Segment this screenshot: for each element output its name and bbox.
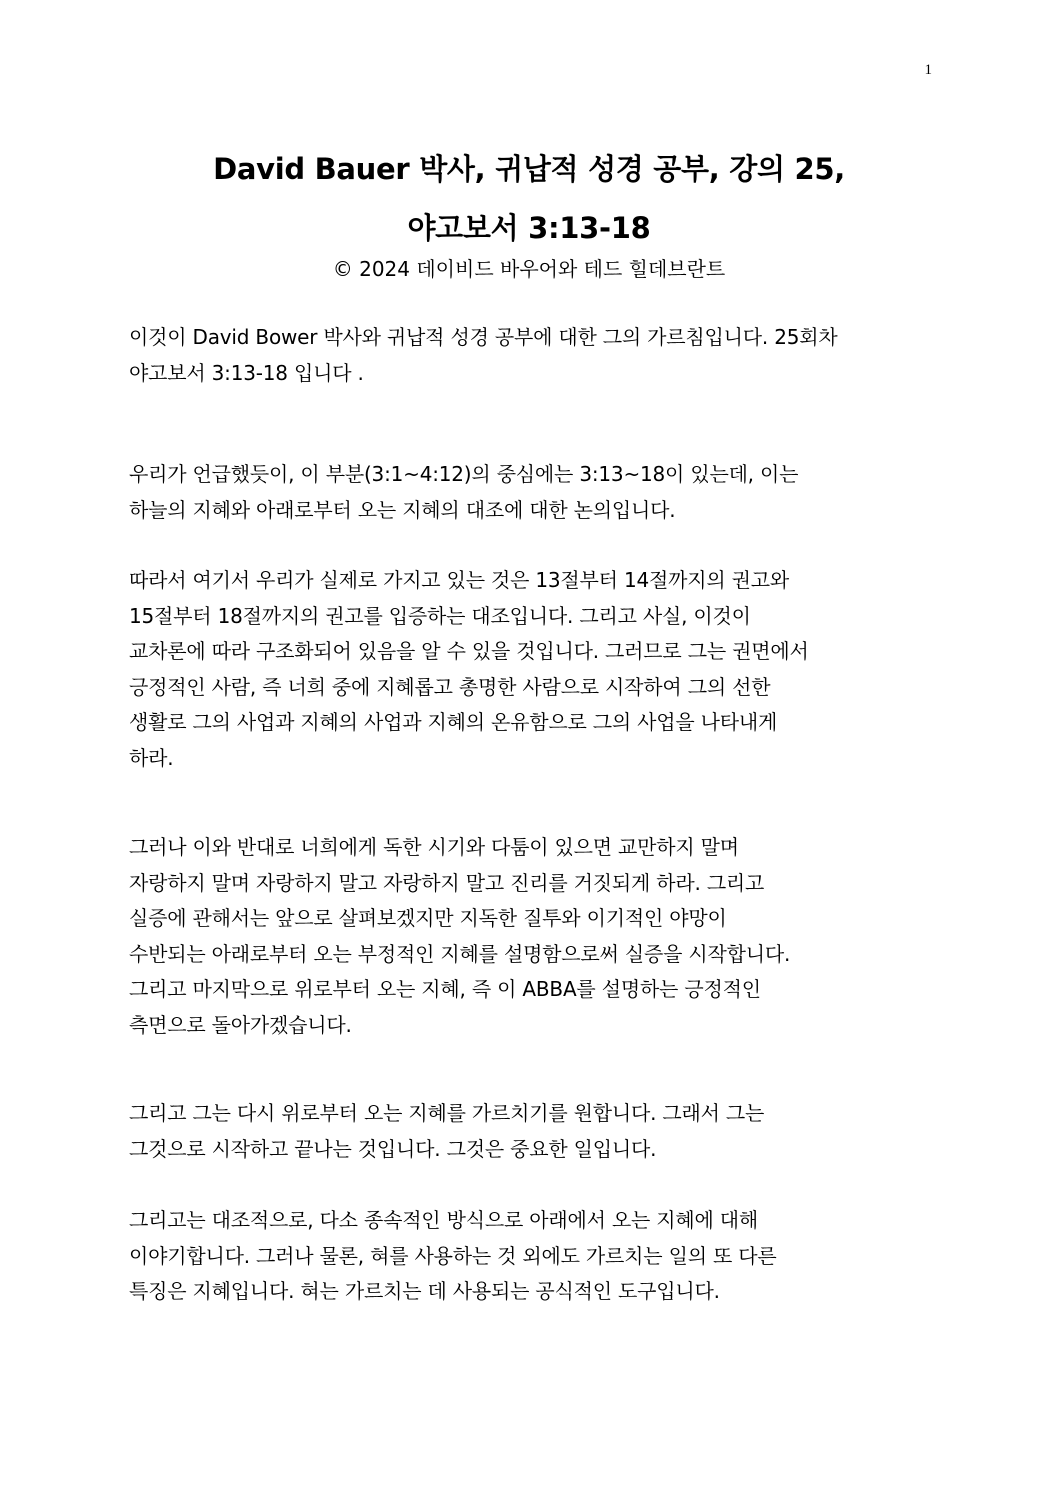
paragraph-2 xyxy=(129,563,929,776)
paragraph-4 xyxy=(129,1096,929,1167)
text-line: 실증에 관해서는 앞으로 살펴보겠지만 지독한 질투와 이기적인 야망이 xyxy=(129,906,727,930)
paragraph-intro xyxy=(129,320,929,391)
title-line-1: David Bauer 박사, 귀납적 성경 공부, 강의 25, xyxy=(213,152,845,186)
text-line: 하늘의 지혜와 아래로부터 오는 지혜의 대조에 대한 논의입니다. xyxy=(129,497,676,522)
text-line: 이야기합니다. 그러나 물론, 혀를 사용하는 것 외에도 가르치는 일의 또 다른 xyxy=(129,1243,777,1268)
copyright-notice: © 2024 데이비드 바우어와 테드 힐데브란트 xyxy=(332,257,726,281)
page-number: 1 xyxy=(924,62,932,78)
text-line: 따라서 여기서 우리가 실제로 가지고 있는 것은 13절부터 14절까지의 권고와 xyxy=(129,568,789,592)
text-line: 수반되는 아래로부터 오는 부정적인 지혜를 설명함으로써 실증을 시작합니다. xyxy=(129,941,791,966)
text-line: 그리고 마지막으로 위로부터 오는 지혜, 즉 이 ABBA를 설명하는 긍정적인 xyxy=(129,977,761,1001)
document-title xyxy=(0,140,1058,258)
text-line: 긍정적인 사람, 즉 너희 중에 지혜롭고 총명한 사람으로 시작하여 그의 선한 xyxy=(129,674,771,699)
text-line: 그러나 이와 반대로 너희에게 독한 시기와 다툼이 있으면 교만하지 말며 xyxy=(129,835,739,859)
text-line: 이것이 David Bower 박사와 귀납적 성경 공부에 대한 그의 가르침입니다. 25회차 xyxy=(129,325,838,349)
paragraph-3 xyxy=(129,830,929,1043)
text-line: 특징은 지혜입니다. 혀는 가르치는 데 사용되는 공식적인 도구입니다. xyxy=(129,1279,720,1303)
text-line: 측면으로 돌아가겠습니다. xyxy=(129,1012,352,1037)
paragraph-5 xyxy=(129,1203,929,1310)
text-line: 하라. xyxy=(129,745,174,770)
text-line: 그리고 그는 다시 위로부터 오는 지혜를 가르치기를 원합니다. 그래서 그는 xyxy=(129,1101,765,1125)
text-line: 자랑하지 말며 자랑하지 말고 자랑하지 말고 진리를 거짓되게 하라. 그리고 xyxy=(129,870,765,895)
text-line: 교차론에 따라 구조화되어 있음을 알 수 있을 것입니다. 그러므로 그는 권면에서 xyxy=(129,639,809,663)
text-line: 15절부터 18절까지의 권고를 입증하는 대조입니다. 그리고 사실, 이것이 xyxy=(129,603,751,628)
text-line: 그것으로 시작하고 끝나는 것입니다. 그것은 중요한 일입니다. xyxy=(129,1136,657,1161)
title-line-2: 야고보서 3:13-18 xyxy=(407,211,651,245)
text-line: 우리가 언급했듯이, 이 부분(3:1~4:12)의 중심에는 3:13~18이 있는데, 이는 xyxy=(129,462,799,486)
text-line: 생활로 그의 사업과 지혜의 사업과 지혜의 온유함으로 그의 사업을 나타내게 xyxy=(129,710,778,734)
text-line: 야고보서 3:13-18 입니다 . xyxy=(129,360,364,385)
text-line: 그리고는 대조적으로, 다소 종속적인 방식으로 아래에서 오는 지혜에 대해 xyxy=(129,1208,759,1232)
paragraph-1 xyxy=(129,457,929,528)
